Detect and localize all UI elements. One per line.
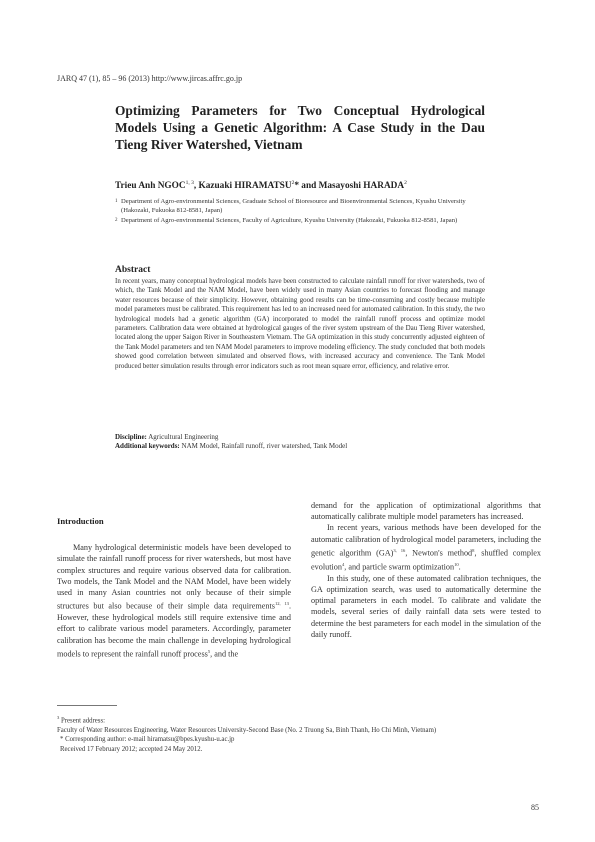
- right-column: [311, 500, 541, 640]
- citation-ref: 8: [472, 547, 475, 553]
- left-column: [57, 516, 291, 660]
- discipline-line: [115, 433, 485, 442]
- keywords-label: Additional keywords:: [115, 442, 180, 451]
- affiliation-1-text: Department of Agro-environmental Sciences, Graduate School of Bioresource and Bioenvironmental Sciences, Kyushu University (Hakozaki, Fukuoka 812-8581, Japan): [121, 198, 466, 215]
- citation-ref: 12, 13: [274, 601, 289, 607]
- footnote-corresponding: * Corresponding author: e-mail hiramatsu@bpes.kyushu-u.ac.jp: [60, 736, 235, 744]
- keywords-line: [115, 442, 485, 451]
- footnote-present-address: $^3$ Present address:: [57, 715, 105, 725]
- section-heading-introduction: Introduction: [57, 516, 104, 526]
- citation-ref: 3, 16: [393, 547, 406, 553]
- intro-paragraph-3: In this study, one of these automated calibration techniques, the GA optimization search, was used to automatically determine the optimal parameters in each model. To calibrate and validate the models, several series of daily rainfall data sets were tested to determine the best parameters for each model in the simulation of the daily runoff.: [311, 573, 541, 639]
- footnotes: [57, 713, 541, 755]
- affiliations: [115, 197, 490, 225]
- affiliation-1: [115, 197, 490, 216]
- footnote-address-text: Faculty of Water Resources Engineering, Water Resources University-Second Base (No. 2 Truong Sa, Binh Thanh, Ho Chi Minh, Vietnam): [57, 726, 437, 734]
- citation-ref: 10: [454, 561, 459, 567]
- discipline-value: Agricultural Engineering: [146, 433, 219, 441]
- keywords-value: NAM Model, Rainfall runoff, river watershed, Tank Model: [179, 442, 348, 451]
- page-number: 85: [531, 803, 539, 812]
- paper-title: Optimizing Parameters for Two Conceptual Hydrological Models Using a Genetic Algorithm: A Case Study in the Dau Tieng River Watershed, Vietnam: [115, 103, 485, 152]
- discipline-label: Discipline:: [115, 433, 147, 441]
- citation-ref: 5: [207, 648, 211, 654]
- intro-paragraph-2: In recent years, various methods have been developed for the automatic calibration of hydrological model parameters, including the genetic algorithm (GA)$^{3, 16}$, Newton's method$^8$, shuffled complex evolution$^4$, and particle swarm optimization$^{10}$.: [311, 523, 541, 572]
- affiliation-2-text: Department of Agro-environmental Sciences, Faculty of Agriculture, Kyushu University (Hakozaki, Fukuoka 812-8581, Japan): [121, 216, 458, 224]
- affiliation-2-num: 2: [115, 217, 118, 223]
- author-2: , Kazuaki HIRAMATSU: [193, 181, 292, 192]
- abstract-body: In recent years, many conceptual hydrological models have been constructed to calculate rainfall runoff for river watersheds, two of which, the Tank Model and the NAM Model, have been widely used in many Asian countries to forecast flooding and manage water resources because of their simplicity. However, obtaining good results can be time-consuming and costly because multiple model parameters must be calibrated. This requirement has led to an increased need for automated calibration. In this study, the two hydrological models had a genetic algorithm (GA) incorporated to model the rainfall runoff process and optimize model parameters. Calibration data were obtained at hydrological gauges of the river system upstream of the Dau Tieng River watershed, located along the upper Saigon River in Southeastern Vietnam. The GA optimization in this study concurrently adjusted eighteen of the Tank Model parameters and ten NAM Model parameters to improve modeling efficiency. The study concluded that both models showed good correlation between simulated and observed flows, with increased accuracy and convenience. The Tank Model produced better simulation results through error indicators such as root mean square error, efficiency, and relative error.: [115, 277, 485, 370]
- author-list: [115, 180, 407, 191]
- abstract-heading: Abstract: [115, 265, 151, 275]
- author-3: * and Masayoshi HARADA: [294, 181, 405, 192]
- author-3-affil: 2: [404, 180, 407, 186]
- author-2-affil: 2: [291, 180, 295, 186]
- footnote-divider: [57, 705, 117, 706]
- author-1: Trieu Anh NGOC: [115, 181, 186, 192]
- affiliation-2: [115, 216, 490, 225]
- footnote-mark: 3: [57, 715, 60, 720]
- author-1-affil: 1, 3: [185, 180, 194, 186]
- journal-citation: JARQ 47 (1), 85 – 96 (2013) http://www.jircas.affrc.go.jp: [57, 74, 243, 83]
- intro-paragraph-1-cont: demand for the application of optimizational algorithms that automatically calibrate multiple model parameters has increased.: [311, 501, 541, 522]
- citation-ref: 4: [341, 561, 345, 567]
- footnote-received: Received 17 February 2012; accepted 24 May 2012.: [60, 746, 203, 754]
- intro-paragraph-1: Many hydrological deterministic models have been developed to simulate the rainfall runoff process for river watersheds, but most have complex structures and require various observed data for calibration. Two models, the Tank Model and the NAM Model, have been widely used in many Asian countries not only because of their simple structures but also because of their simple data requirements$^{12, 13}$. However, these hydrological models still require extensive time and effort to calibrate various model parameters. Accordingly, parameter calibration has become the main challenge in developing hydrological models to represent the rainfall runoff process$^5$, and the: [57, 543, 292, 659]
- affiliation-1-num: 1: [115, 199, 118, 204]
- keywords-block: [115, 433, 485, 452]
